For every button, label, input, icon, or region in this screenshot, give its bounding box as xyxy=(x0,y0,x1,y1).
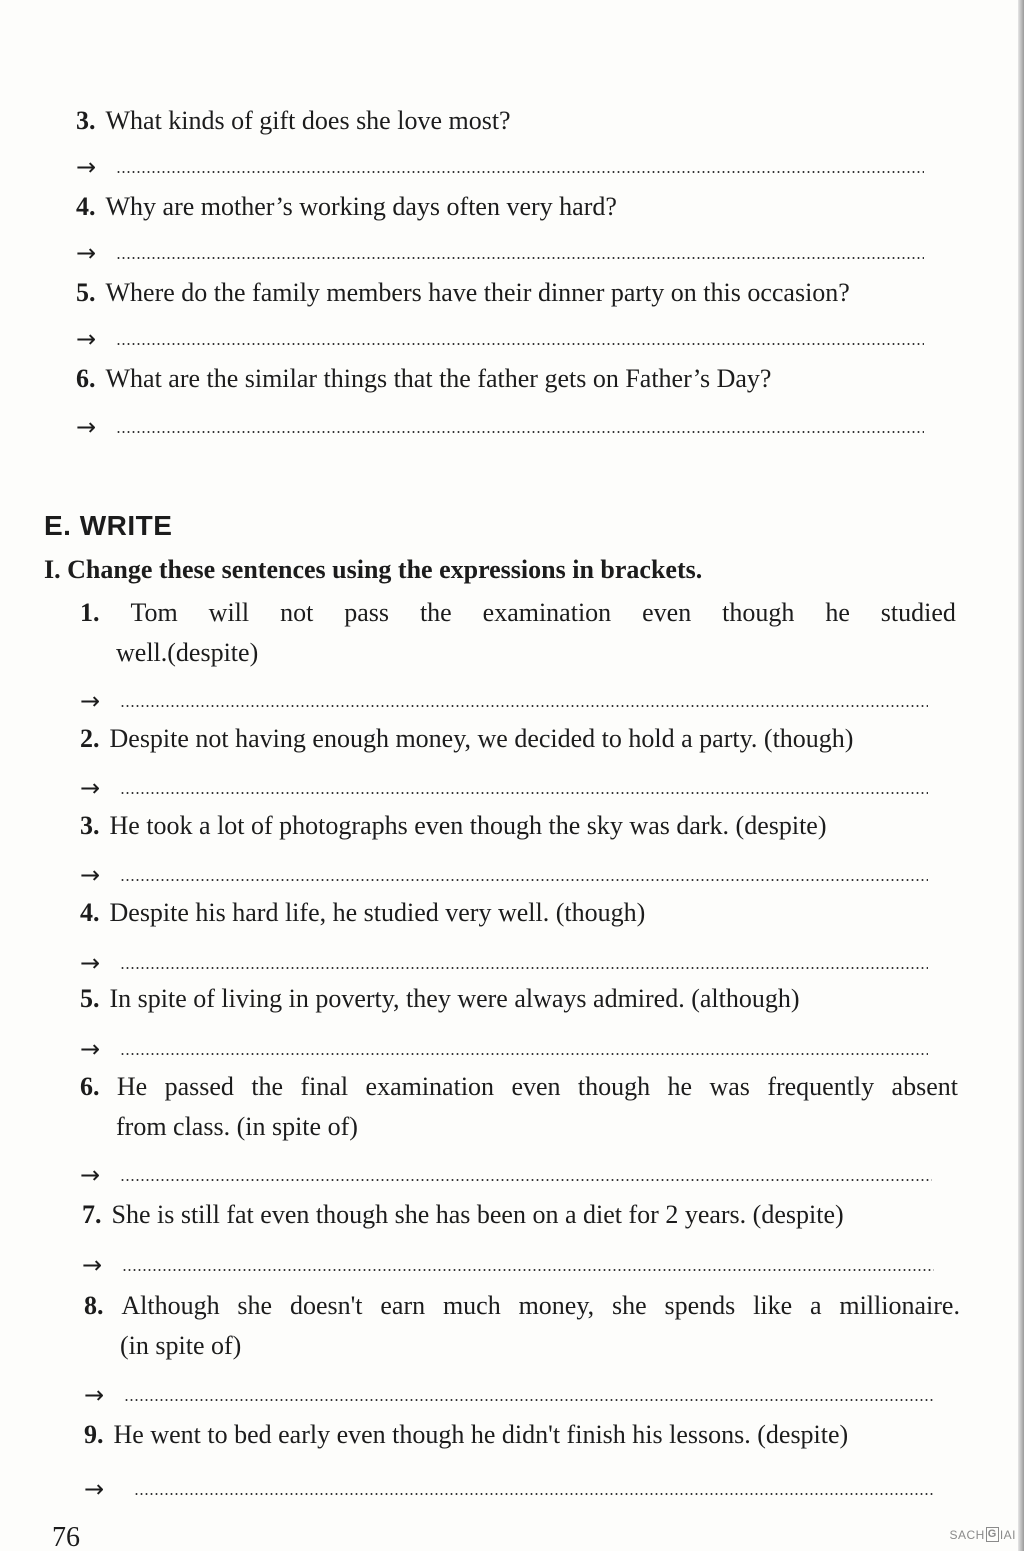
answer-line[interactable] xyxy=(80,1160,932,1190)
brand-text-left: SACH xyxy=(949,1527,985,1542)
dotted-answer-space xyxy=(116,431,924,433)
dotted-answer-space xyxy=(116,257,924,259)
answer-line[interactable] xyxy=(76,238,924,268)
write-item-6 xyxy=(80,1067,958,1147)
question-number: 5. xyxy=(76,278,96,307)
answer-line[interactable] xyxy=(84,1380,934,1410)
word: even xyxy=(511,1072,561,1101)
page-number: 76 xyxy=(52,1522,80,1553)
section-title: E. WRITE xyxy=(44,510,173,541)
arrow-icon: → xyxy=(76,325,97,353)
write-item-8 xyxy=(84,1286,960,1366)
item-number: 6. xyxy=(80,1072,100,1101)
word: not xyxy=(280,598,314,627)
write-item-1 xyxy=(80,593,956,673)
write-item-3 xyxy=(80,807,827,845)
answer-line[interactable] xyxy=(76,412,924,442)
brand-text-right: IAI xyxy=(999,1527,1016,1542)
arrow-icon: → xyxy=(80,949,101,977)
question-5 xyxy=(76,274,850,312)
word: He xyxy=(116,1072,148,1101)
word: examination xyxy=(482,598,612,627)
item-number: 3. xyxy=(80,811,100,840)
write-item-2 xyxy=(80,720,853,758)
word: frequently xyxy=(767,1072,875,1101)
word: a xyxy=(809,1291,822,1320)
word: much xyxy=(442,1291,501,1320)
item-number: 7. xyxy=(82,1200,102,1229)
question-text: Why are mother’s working days often very hard? xyxy=(105,192,617,221)
question-number: 4. xyxy=(76,192,96,221)
item-number: 4. xyxy=(80,898,100,927)
word: she xyxy=(611,1291,647,1320)
arrow-icon: → xyxy=(82,1251,103,1279)
question-text: What kinds of gift does she love most? xyxy=(105,106,511,135)
arrow-icon: → xyxy=(80,1035,101,1063)
word: was xyxy=(709,1072,750,1101)
question-6 xyxy=(76,360,771,398)
word: millionaire. xyxy=(839,1291,960,1320)
question-number: 6. xyxy=(76,364,96,393)
word: final xyxy=(300,1072,349,1101)
question-3 xyxy=(76,102,511,140)
arrow-icon: → xyxy=(80,1161,101,1189)
item-text: He went to bed early even though he didn't finish his lessons. (despite) xyxy=(113,1420,849,1449)
answer-line[interactable] xyxy=(80,948,928,978)
dotted-answer-space xyxy=(122,1269,934,1271)
item-text: He took a lot of photographs even though the sky was dark. (despite) xyxy=(109,811,827,840)
word: examination xyxy=(365,1072,495,1101)
item-text: Despite his hard life, he studied very well. (though) xyxy=(109,898,646,927)
answer-line[interactable] xyxy=(84,1474,934,1504)
item-continuation: (in spite of) xyxy=(120,1331,242,1360)
item-number: 9. xyxy=(84,1420,104,1449)
word: the xyxy=(251,1072,284,1101)
question-number: 3. xyxy=(76,106,96,135)
item-number: 5. xyxy=(80,984,100,1013)
word: pass xyxy=(344,598,390,627)
dotted-answer-space xyxy=(116,343,924,345)
question-4 xyxy=(76,188,617,226)
dotted-answer-space xyxy=(120,1053,928,1055)
question-text: What are the similar things that the father gets on Father’s Day? xyxy=(105,364,772,393)
dotted-answer-space xyxy=(116,171,924,173)
instruction: I. Change these sentences using the expressions in brackets. xyxy=(44,555,703,584)
word: she xyxy=(237,1291,273,1320)
item-number: 8. xyxy=(84,1291,104,1320)
item-line-justified xyxy=(84,1286,960,1326)
item-text: Despite not having enough money, we decided to hold a party. (though) xyxy=(109,724,854,753)
write-item-7 xyxy=(82,1196,844,1234)
answer-line[interactable] xyxy=(76,152,924,182)
item-line-justified xyxy=(80,1067,958,1107)
answer-line[interactable] xyxy=(82,1250,934,1280)
word: spends xyxy=(664,1291,736,1320)
item-text: She is still fat even though she has been on a diet for 2 years. (despite) xyxy=(111,1200,844,1229)
write-item-4 xyxy=(80,894,645,932)
dotted-answer-space xyxy=(124,1399,934,1401)
dotted-answer-space xyxy=(120,792,928,794)
item-line-justified xyxy=(80,593,956,633)
item-number: 1. xyxy=(80,598,100,627)
dotted-answer-space xyxy=(120,1179,932,1181)
arrow-icon: → xyxy=(76,239,97,267)
arrow-icon: → xyxy=(76,413,97,441)
word: though xyxy=(722,598,795,627)
write-item-5 xyxy=(80,980,800,1018)
question-text: Where do the family members have their dinner party on this occasion? xyxy=(105,278,850,307)
dotted-answer-space xyxy=(134,1493,934,1495)
word: doesn't xyxy=(289,1291,363,1320)
write-item-9 xyxy=(84,1416,848,1454)
word: even xyxy=(642,598,692,627)
arrow-icon: → xyxy=(84,1475,105,1503)
word: passed xyxy=(164,1072,234,1101)
arrow-icon: → xyxy=(80,687,101,715)
dotted-answer-space xyxy=(120,879,928,881)
item-text: In spite of living in poverty, they were always admired. (although) xyxy=(109,984,800,1013)
brand-logo-icon: G xyxy=(987,1528,997,1540)
answer-line[interactable] xyxy=(80,773,928,803)
word: will xyxy=(208,598,250,627)
word: he xyxy=(667,1072,693,1101)
arrow-icon: → xyxy=(80,774,101,802)
answer-line[interactable] xyxy=(80,860,928,890)
word: he xyxy=(825,598,850,627)
answer-line[interactable] xyxy=(76,324,924,354)
item-number: 2. xyxy=(80,724,100,753)
word: Tom xyxy=(130,598,178,627)
word: the xyxy=(419,598,452,627)
word: Although xyxy=(121,1291,220,1320)
answer-line[interactable] xyxy=(80,1034,928,1064)
item-continuation: from class. (in spite of) xyxy=(116,1112,358,1141)
word: absent xyxy=(891,1072,958,1101)
word: studied xyxy=(880,598,956,627)
page-spine-shadow xyxy=(1018,0,1024,1551)
word: though xyxy=(577,1072,651,1101)
dotted-answer-space xyxy=(120,967,928,969)
word: like xyxy=(753,1291,793,1320)
arrow-icon: → xyxy=(84,1381,105,1409)
word: money, xyxy=(518,1291,595,1320)
dotted-answer-space xyxy=(120,705,928,707)
arrow-icon: → xyxy=(80,861,101,889)
answer-line[interactable] xyxy=(80,686,928,716)
word: earn xyxy=(380,1291,426,1320)
arrow-icon: → xyxy=(76,153,97,181)
brand-watermark xyxy=(949,1527,1016,1542)
item-continuation: well.(despite) xyxy=(116,638,259,667)
